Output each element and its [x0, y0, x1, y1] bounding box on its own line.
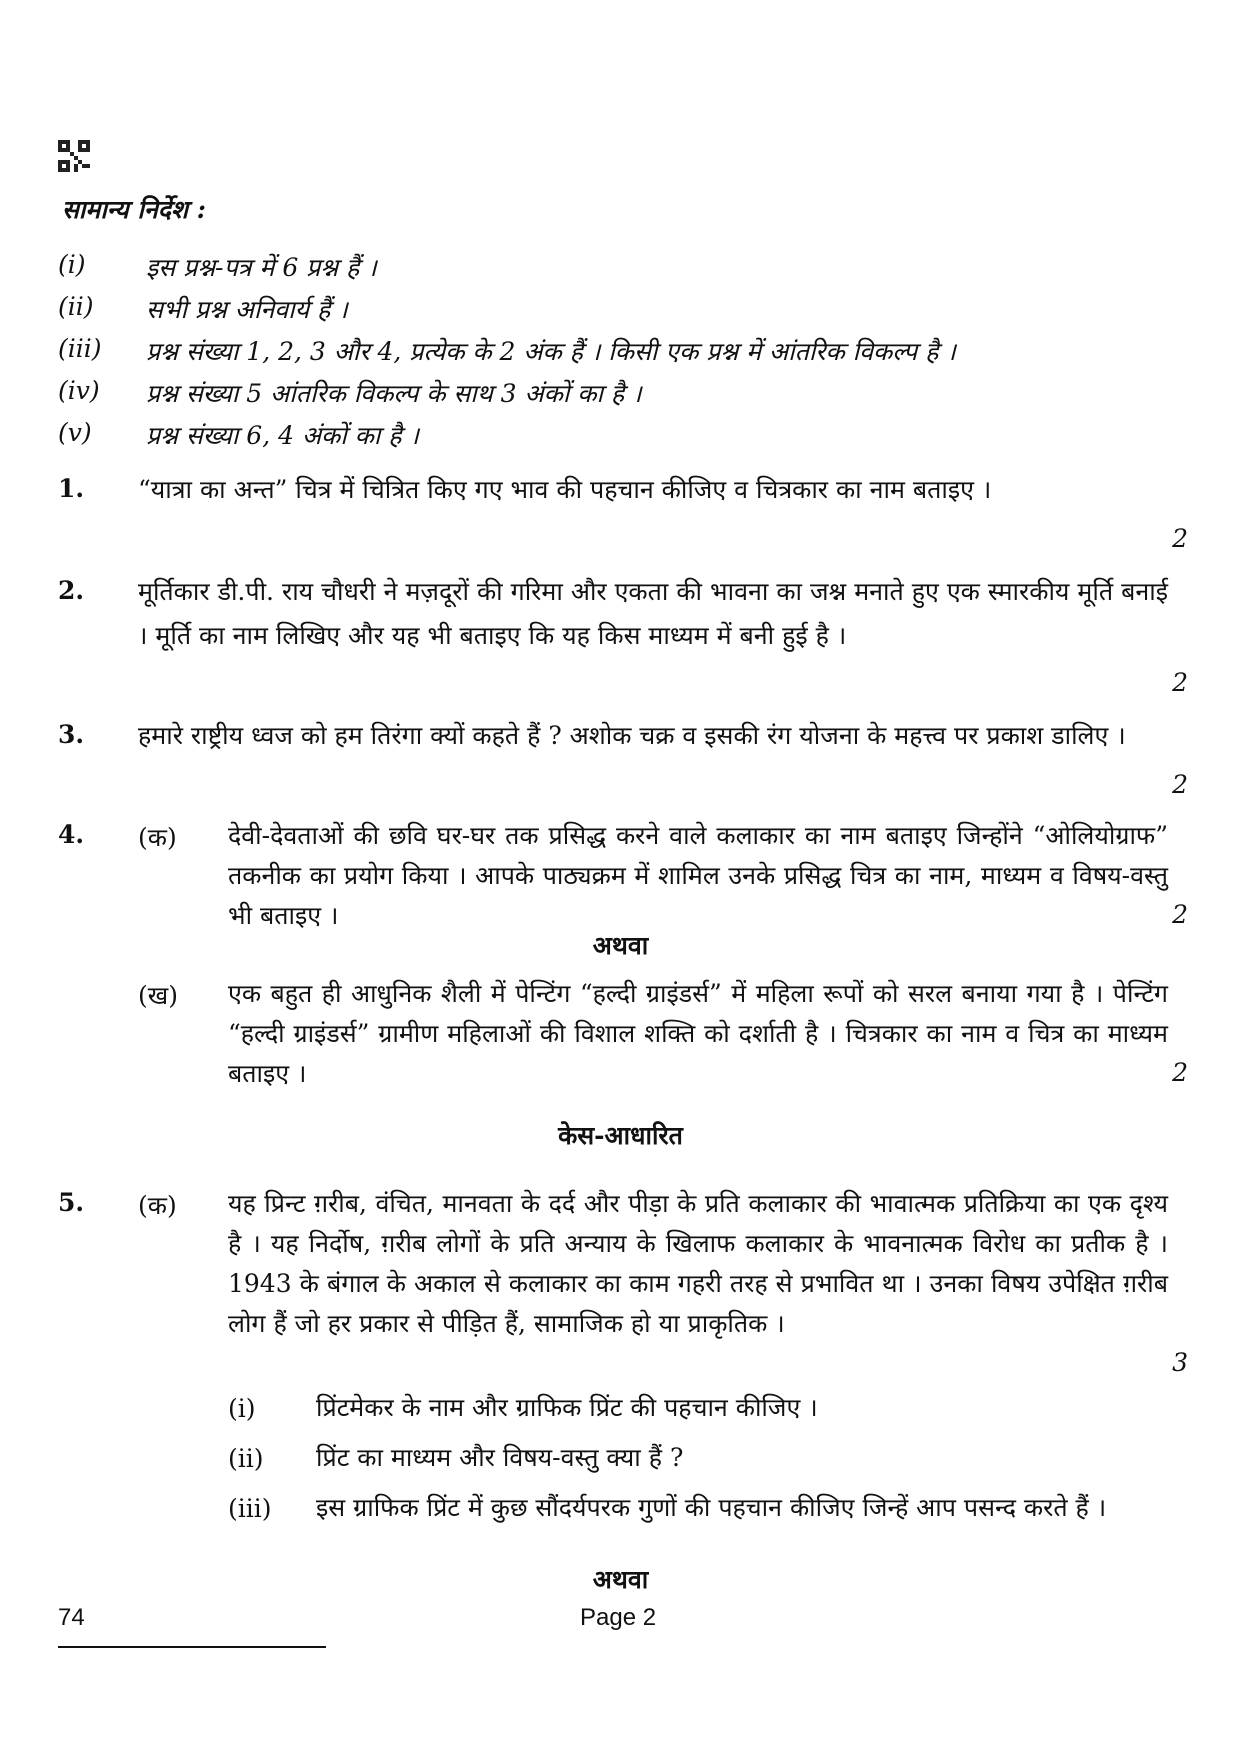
question-text: मूर्तिकार डी.पी. राय चौधरी ने मज़दूरों की गरिमा और एकता की भावना का जश्न मनाते हुए एक स्मारकीय मूर्ति बनाई । मूर्ति का नाम लिखिए और यह भी बताइए कि यह किस माध्यम में बनी हुई है । [138, 577, 1168, 650]
question-2: 2. मूर्तिकार डी.पी. राय चौधरी ने मज़दूरों की गरिमा और एकता की भावना का जश्न मनाते हुए एक स्मारकीय मूर्ति बनाई । मूर्ति का नाम लिखिए और यह भी बताइए कि यह किस माध्यम में बनी हुई है । 2 [58, 576, 1188, 706]
question-4-option-b [58, 978, 1188, 1098]
marks: 2 [1172, 1058, 1188, 1087]
marks: 3 [1172, 1348, 1188, 1377]
instruction-item: (iv) प्रश्न संख्या 5 आंतरिक विकल्प के साथ 3 अंकों का है । [58, 376, 642, 408]
option-label: (क) [138, 823, 177, 852]
general-instructions-title: सामान्य निर्देश : [62, 195, 206, 224]
subpart-item: (i) प्रिंटमेकर के नाम और ग्राफिक प्रिंट की पहचान कीजिए । [228, 1393, 818, 1423]
marks: 2 [1172, 900, 1188, 929]
option-text: एक बहुत ही आधुनिक शैली में पेन्टिंग “हल्दी ग्राइंडर्स” में महिला रूपों को सरल बनाया गया है । पेन्टिंग “हल्दी ग्राइंडर्स” ग्रामीण महिलाओं की विशाल शक्ति को दर्शाती है । चित्रकार का नाम व चित्र का माध्यम बताइए । [228, 979, 1168, 1088]
marks: 2 [1172, 770, 1188, 799]
marks: 2 [1172, 668, 1188, 697]
question-text: हमारे राष्ट्रीय ध्वज को हम तिरंगा क्यों कहते हैं ? अशोक चक्र व इसकी रंग योजना के महत्त्व पर प्रकाश डालिए । [138, 721, 1126, 750]
or-divider: अथवा [592, 1565, 649, 1594]
option-text: देवी-देवताओं की छवि घर-घर तक प्रसिद्ध करने वाले कलाकार का नाम बताइए जिन्होंने “ओलियोग्राफ” तकनीक का प्रयोग किया । आपके पाठ्यक्रम में शामिल उनके प्रसिद्ध चित्र का नाम, माध्यम व विषय-वस्तु भी बताइए । [228, 821, 1168, 930]
qr-code-icon [58, 140, 90, 172]
question-5: 5. (क) यह प्रिन्ट ग़रीब, वंचित, मानवता के दर्द और पीड़ा के प्रति कलाकार की भावात्मक प्रतिक्रिया का एक दृश्य है । यह निर्दोष, ग़रीब लोगों के प्रति अन्याय के खिलाफ कलाकार के भावनात्मक विरोध का प्रतीक है । 1943 के बंगाल के अकाल से कलाकार का काम गहरी तरह से प्रभावित था । उनका विषय उपेक्षित ग़रीब लोग हैं जो हर प्रकार से पीड़ित हैं, सामाजिक हो या प्राकृतिक । 3 [58, 1188, 1188, 1408]
option-text: यह प्रिन्ट ग़रीब, वंचित, मानवता के दर्द और पीड़ा के प्रति कलाकार की भावात्मक प्रतिक्रिया का एक दृश्य है । यह निर्दोष, ग़रीब लोगों के प्रति अन्याय के खिलाफ कलाकार के भावनात्मक विरोध का प्रतीक है । 1943 के बंगाल के अकाल से कलाकार का काम गहरी तरह से प्रभावित था । उनका विषय उपेक्षित ग़रीब लोग हैं जो हर प्रकार से पीड़ित हैं, सामाजिक हो या प्राकृतिक । [228, 1189, 1168, 1338]
or-divider: अथवा [592, 931, 649, 960]
subpart-item: (iii) इस ग्राफिक प्रिंट में कुछ सौंदर्यपरक गुणों की पहचान कीजिए जिन्हें आप पसन्द करते हैं । [228, 1493, 1107, 1523]
option-label: (ख) [138, 981, 178, 1010]
paper-code: 74 [58, 1604, 85, 1631]
instruction-item: (ii) सभी प्रश्न अनिवार्य हैं । [58, 292, 348, 324]
footer-divider [58, 1646, 326, 1648]
page-number: Page 2 [580, 1604, 657, 1631]
instruction-item: (iii) प्रश्न संख्या 1, 2, 3 और 4, प्रत्येक के 2 अंक हैं । किसी एक प्रश्न में आंतरिक विकल्प है । [58, 334, 956, 366]
subpart-item: (ii) प्रिंट का माध्यम और विषय-वस्तु क्या हैं ? [228, 1443, 684, 1473]
instruction-item: (v) प्रश्न संख्या 6, 4 अंकों का है । [58, 418, 419, 450]
instruction-item: (i) इस प्रश्न-पत्र में 6 प्रश्न हैं । [58, 250, 377, 282]
question-3: 3. हमारे राष्ट्रीय ध्वज को हम तिरंगा क्यों कहते हैं ? अशोक चक्र व इसकी रंग योजना के महत्त्व पर प्रकाश डालिए । 2 [58, 720, 1188, 810]
question-1: 1. “यात्रा का अन्त” चित्र में चित्रित किए गए भाव की पहचान कीजिए व चित्रकार का नाम बताइए । 2 [58, 474, 1188, 564]
marks: 2 [1172, 524, 1188, 553]
case-based-heading: केस-आधारित [558, 1121, 683, 1150]
question-text: “यात्रा का अन्त” चित्र में चित्रित किए गए भाव की पहचान कीजिए व चित्रकार का नाम बताइए । [138, 475, 992, 504]
question-4: 4. (क) देवी-देवताओं की छवि घर-घर तक प्रसिद्ध करने वाले कलाकार का नाम बताइए जिन्होंने “ओलियोग्राफ” तकनीक का प्रयोग किया । आपके पाठ्यक्रम में शामिल उनके प्रसिद्ध चित्र का नाम, माध्यम व विषय-वस्तु भी बताइए । 2 [58, 820, 1188, 1080]
option-label: (क) [138, 1191, 177, 1220]
